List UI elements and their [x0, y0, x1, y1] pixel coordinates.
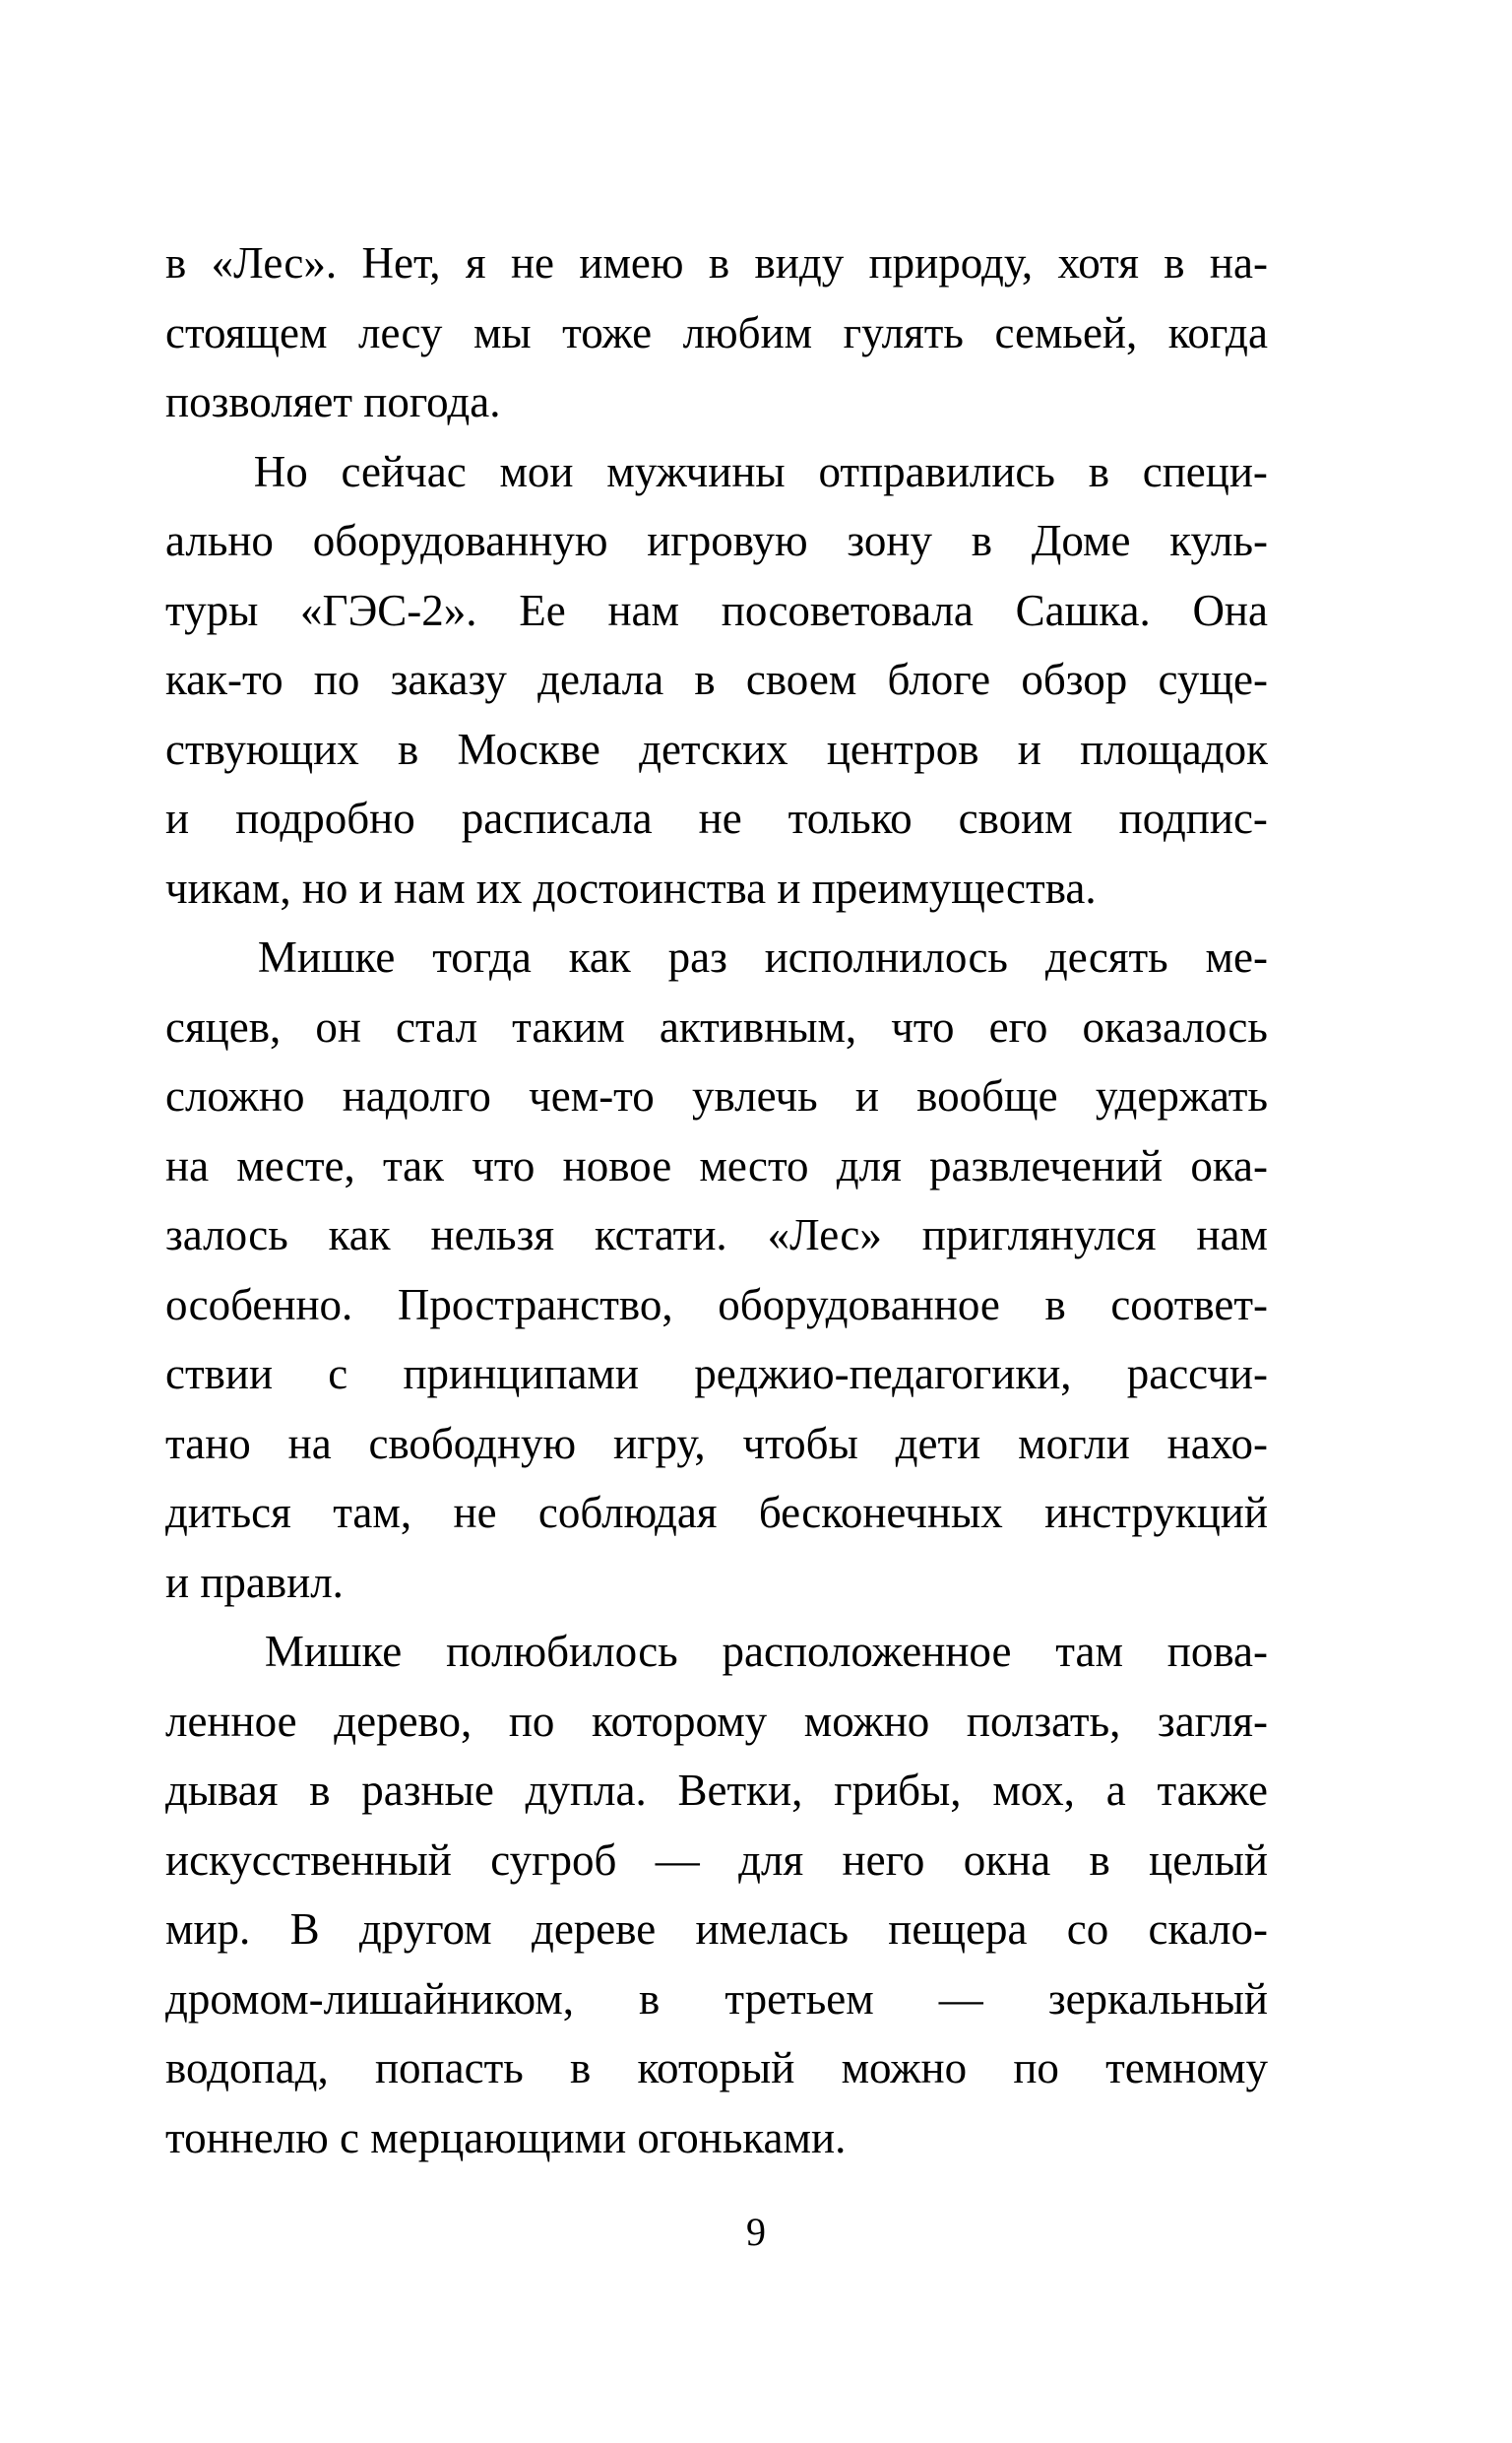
text-line: тано на свободную игру, чтобы дети могли нахо- [165, 1418, 1268, 1468]
text-line: как-то по заказу делала в своем блоге обзор суще- [165, 655, 1268, 704]
text-line: мир. В другом дереве имелась пещера со скало- [165, 1904, 1268, 1954]
first-line-indent [165, 923, 220, 993]
text-line: Но сейчас мои мужчины отправились в специ- [165, 437, 1268, 507]
text-line: стоящем лесу мы тоже любим гулять семьей, когда [165, 307, 1268, 357]
text-line: водопад, попасть в который можно по темному [165, 2043, 1268, 2092]
text-line: диться там, не соблюдая бесконечных инструкций [165, 1488, 1268, 1537]
text-line: ально оборудованную игровую зону в Доме куль- [165, 516, 1268, 565]
text-line: и правил. [165, 1557, 344, 1607]
first-line-indent [165, 1617, 220, 1687]
text-line: Мишке тогда как раз исполнилось десять ме- [165, 923, 1268, 993]
text-line: особенно. Пространство, оборудованное в соответ- [165, 1279, 1268, 1329]
paragraph [165, 923, 1268, 1617]
text-line: и подробно расписала не только своим подпис- [165, 794, 1268, 843]
text-line: ленное дерево, по которому можно ползать, загля- [165, 1696, 1268, 1746]
paragraph [165, 1617, 1268, 2172]
text-line: искусственный сугроб — для него окна в целый [165, 1834, 1268, 1885]
text-line: туры «ГЭС-2». Ее нам посоветовала Сашка. Она [165, 585, 1268, 635]
text-line: сяцев, он стал таким активным, что его оказалось [165, 1001, 1268, 1052]
text-line: ствующих в Москве детских центров и площадок [165, 724, 1268, 774]
text-line: на месте, так что новое место для развлечений ока- [165, 1140, 1268, 1190]
paragraph [165, 228, 1268, 437]
text-line: дывая в разные дупла. Ветки, грибы, мох, а также [165, 1766, 1268, 1815]
page-number: 9 [746, 2210, 766, 2254]
paragraph [165, 437, 1268, 924]
first-line-indent [165, 437, 220, 507]
text-line: дромом-лишайником, в третьем — зеркальный [165, 1973, 1268, 2024]
text-line: в «Лес». Нет, я не имею в виду природу, хотя в на- [165, 238, 1268, 288]
text-line: Мишке полюбилось расположенное там пова- [165, 1617, 1268, 1687]
text-line: сложно надолго чем-то увлечь и вообще удержать [165, 1071, 1268, 1121]
page-text-column [165, 228, 1268, 2172]
text-line: чикам, но и нам их достоинства и преимущества. [165, 863, 1097, 913]
text-line: залось как нельзя кстати. «Лес» приглянулся нам [165, 1210, 1268, 1259]
text-line: тоннелю с мерцающими огоньками. [165, 2112, 847, 2162]
text-line: позволяет погода. [165, 377, 501, 426]
text-line: ствии с принципами реджио-педагогики, рассчи- [165, 1349, 1268, 1398]
